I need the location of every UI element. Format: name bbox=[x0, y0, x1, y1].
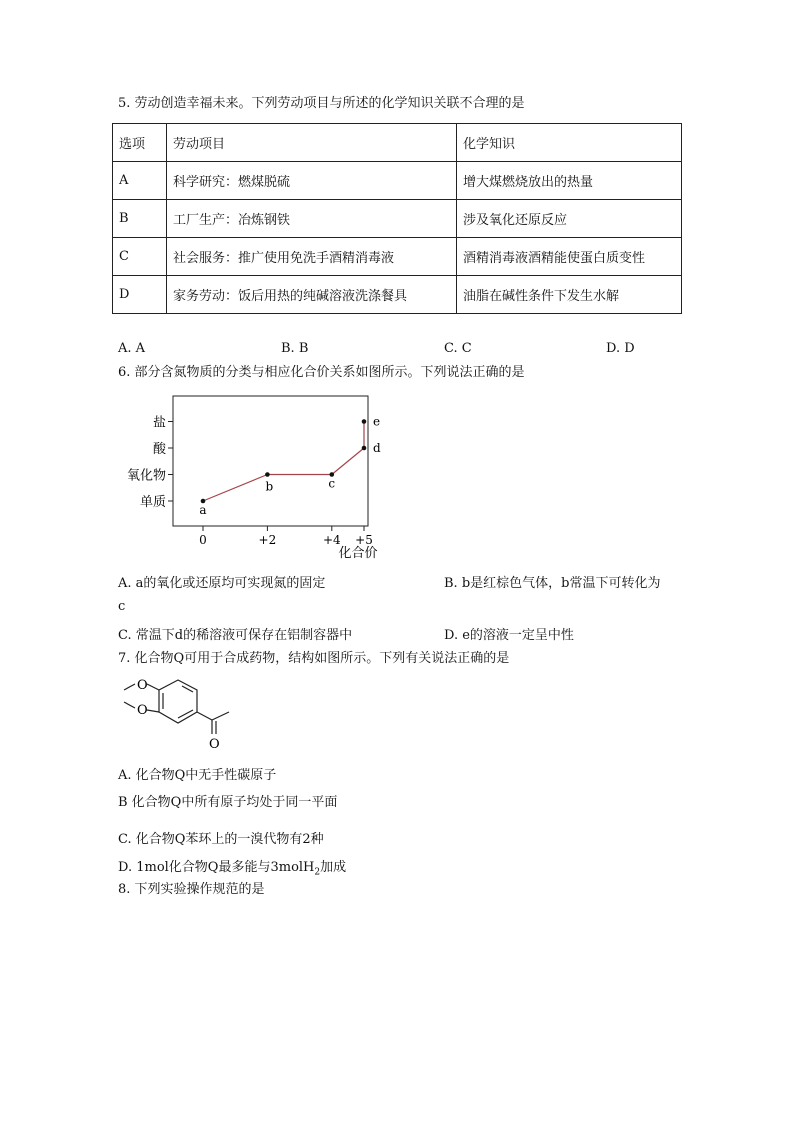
table-row bbox=[113, 238, 682, 276]
point-label: b bbox=[265, 479, 274, 494]
header-labor-item: 劳动项目 bbox=[167, 124, 457, 162]
q7-option-d-suffix: 加成 bbox=[320, 860, 347, 875]
row-option: D bbox=[113, 276, 167, 314]
q6-option-b: B. b是红棕色气体，b常温下可转化为 bbox=[444, 576, 661, 591]
q7-option-b: B 化合物Q中所有原子均处于同一平面 bbox=[118, 795, 338, 810]
q5-option-d: D. D bbox=[606, 341, 635, 356]
point-label: d bbox=[373, 441, 381, 455]
table-row bbox=[113, 276, 682, 314]
x-tick-label: 0 bbox=[199, 533, 207, 547]
data-point-b bbox=[265, 472, 270, 477]
row-option: A bbox=[113, 162, 167, 200]
q7-option-a: A. 化合物Q中无手性碳原子 bbox=[118, 768, 277, 783]
bond-ring-carbonyl bbox=[197, 712, 212, 720]
data-point-e bbox=[362, 419, 367, 424]
row-labor-item: 家务劳动：饭后用热的纯碱溶液洗涤餐具 bbox=[167, 276, 457, 314]
q7-option-d bbox=[118, 856, 346, 878]
subscript-two: 2 bbox=[314, 867, 321, 878]
q7-stem: 7. 化合物Q可用于合成药物，结构如图所示。下列有关说法正确的是 bbox=[118, 651, 510, 666]
compound-q-structure bbox=[112, 672, 252, 757]
row-labor-item: 科学研究：燃煤脱硫 bbox=[167, 162, 457, 200]
table-header-row bbox=[113, 124, 682, 162]
x-axis-label: 化合价 bbox=[338, 546, 378, 561]
row-option: C bbox=[113, 238, 167, 276]
y-tick-label: 酸 bbox=[152, 442, 166, 457]
q5-option-c: C. C bbox=[444, 341, 472, 356]
row-chem-knowledge: 油脂在碱性条件下发生水解 bbox=[457, 276, 682, 314]
x-tick-label: +5 bbox=[355, 533, 373, 547]
oxygen-atom-label: O bbox=[209, 737, 220, 752]
q7-option-d-text: D. 1mol化合物Q最多能与3molH bbox=[118, 860, 315, 875]
q5-option-b: B. B bbox=[281, 341, 309, 356]
x-tick-label: +4 bbox=[322, 533, 341, 547]
series-segment bbox=[332, 448, 364, 475]
methyl-bond bbox=[212, 712, 229, 720]
series-segment bbox=[203, 475, 267, 502]
methyl-bond bbox=[124, 684, 135, 690]
row-option: B bbox=[113, 200, 167, 238]
q8-stem: 8. 下列实验操作规范的是 bbox=[118, 882, 265, 897]
oxygen-atom-label: O bbox=[137, 703, 148, 718]
point-label: c bbox=[328, 476, 336, 491]
q6-option-c: C. 常温下d的稀溶液可保存在铝制容器中 bbox=[118, 628, 353, 643]
bond-c-o bbox=[147, 710, 159, 712]
y-tick-label: 盐 bbox=[152, 415, 166, 431]
aromatic-bond bbox=[178, 710, 193, 718]
row-chem-knowledge: 酒精消毒液酒精能使蛋白质变性 bbox=[457, 238, 682, 276]
point-label: a bbox=[199, 503, 207, 517]
q6-stem: 6. 部分含氮物质的分类与相应化合价关系如图所示。下列说法正确的是 bbox=[118, 365, 525, 380]
q7-option-c: C. 化合物Q苯环上的一溴代物有2种 bbox=[118, 832, 324, 847]
x-tick-label: +2 bbox=[258, 533, 277, 547]
q5-stem: 5. 劳动创造幸福未来。下列劳动项目与所述的化学知识关联不合理的是 bbox=[118, 96, 525, 111]
q6-option-b-continued: c bbox=[118, 599, 126, 614]
q5-option-a: A. A bbox=[118, 341, 146, 356]
q5-table bbox=[112, 123, 682, 314]
methyl-bond bbox=[124, 702, 135, 708]
row-labor-item: 工厂生产：冶炼钢铁 bbox=[167, 200, 457, 238]
q6-option-a: A. a的氧化或还原均可实现氮的固定 bbox=[118, 576, 326, 591]
data-point-d bbox=[362, 446, 367, 451]
oxygen-atom-label: O bbox=[137, 678, 148, 693]
row-labor-item: 社会服务：推广使用免洗手酒精消毒液 bbox=[167, 238, 457, 276]
benzene-ring bbox=[159, 680, 197, 723]
row-chem-knowledge: 涉及氧化还原反应 bbox=[457, 200, 682, 238]
header-option: 选项 bbox=[113, 124, 167, 162]
y-tick-label: 单质 bbox=[139, 495, 166, 510]
header-chem-knowledge: 化学知识 bbox=[457, 124, 682, 162]
point-label: e bbox=[373, 414, 381, 429]
nitrogen-valence-chart bbox=[118, 388, 418, 563]
bond-c-o bbox=[147, 684, 159, 690]
table-row bbox=[113, 200, 682, 238]
row-chem-knowledge: 增大煤燃烧放出的热量 bbox=[457, 162, 682, 200]
q6-option-d: D. e的溶液一定呈中性 bbox=[444, 628, 574, 643]
table-row bbox=[113, 162, 682, 200]
y-tick-label: 氧化物 bbox=[126, 468, 166, 484]
